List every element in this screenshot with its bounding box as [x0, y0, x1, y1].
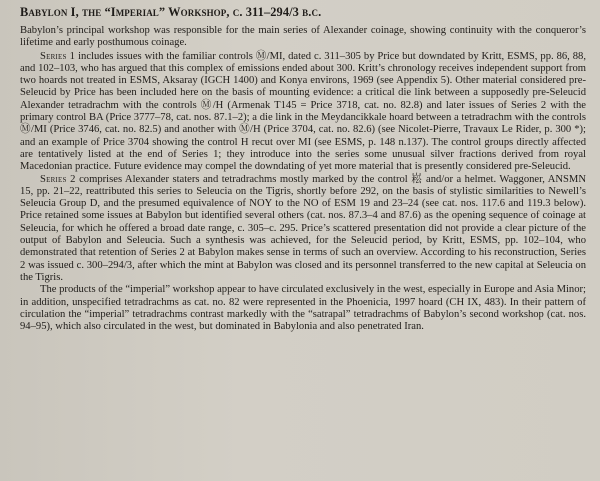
paragraph-lead: Series 1	[40, 50, 76, 62]
intro-paragraph: Babylon’s principal workshop was responsible for the main series of Alexander coinage, showing continuity with the conqueror’s lifetime and early posthumous coinage.	[20, 25, 586, 49]
paragraph-text: comprises Alexander staters and tetradrachms mostly marked by the control 崧 and/or a helmet. Waggoner, ANSMN 15, pp. 21–22, reattributed this series to Seleucia on the Tigris, shortly before 292, on the basis of stylistic similarities to Newell’s Seleucia Group D, and the presumed equivalence of NOY to the NO of ESM 19 and 23–24 (see cat. nos. 117.6 and 119.3 below). Price retained some issues at Babylon but identified several others (cat. nos. 87.3–4 and 87.6) as the opening sequence of coinage at Seleucia, for which he offered a broad date range, c. 305–c. 295. Price’s scattered presentation did not provide a clear picture of the output of Babylon and Seleucia. Such a synthesis was achieved, for the Seleucid period, by Kritt, ESMS, pp. 102–104, who demonstrated that retention of Series 2 at Babylon makes sense in terms of such an overview. According to his reconstruction, Series 2 was issued c. 300–294/3, after which the mint at Babylon was closed and its personnel transferred to the new capital at Seleucia on the Tigris.	[20, 173, 586, 283]
paragraph-series-1	[20, 51, 586, 174]
paragraph-text: includes issues with the familiar controls Ⓜ/MI, dated c. 311–305 by Price but downdated by Kritt, ESMS, pp. 86, 88, and 102–103, who has argued that this complex of emissions ended about 300. Kritt’s chronology receives independent support from two hoards not treated in ESMS, Aksaray (IGCH 1400) and Konya environs, 1969 (see Appendix 5). Other material considered pre-Seleucid by Price has been included here on the basis of mounting evidence: a critical die link between a supposedly pre-Seleucid Alexander tetradrachm with the controls Ⓜ/H (Armenak T145 = Price 3718, cat. no. 82.8) and later issues of Series 2 with the primary control BA (Price 3777–78, cat. nos. 87.1–2); a die link in the Meydancikkale hoard between a tetradrachm with the controls Ⓜ/MI (Price 3746, cat. no. 82.5) and another with Ⓜ/H (Price 3704, cat. no. 82.6) (see Nicolet-Pierre, Travaux Le Rider, p. 300 *); and an example of Price 3704 showing the control H recut over MI (see ESMS, p. 148 n.137). The control groups directly affected are tentatively listed at the end of Series 1; they introduce into the series some unusual silver fractions derived from royal Macedonian practice. Future evidence may compel the downdating of yet more material that is presently considered pre-Seleucid.	[20, 50, 586, 173]
section-heading: Babylon I, the “Imperial” Workshop, c. 311–294/3 b.c.	[20, 5, 322, 19]
paragraph-lead: Series 2	[40, 173, 76, 185]
paragraph-circulation	[20, 284, 586, 333]
paragraph-text: The products of the “imperial” workshop appear to have circulated exclusively in the west, especially in Europe and Asia Minor; in addition, unspecified tetradrachms as cat. no. 82 were represented in the Phoenicia, 1997 hoard (CH IX, 483). In their pattern of circulation the “imperial” tetradrachms contrast markedly with the “satrapal” tetradrachms of Babylon’s second workshop (cat. nos. 94–95), which also circulated in the west, but dominated in Babylonia and also penetrated Iran.	[20, 284, 586, 333]
paragraph-series-2	[20, 174, 586, 285]
